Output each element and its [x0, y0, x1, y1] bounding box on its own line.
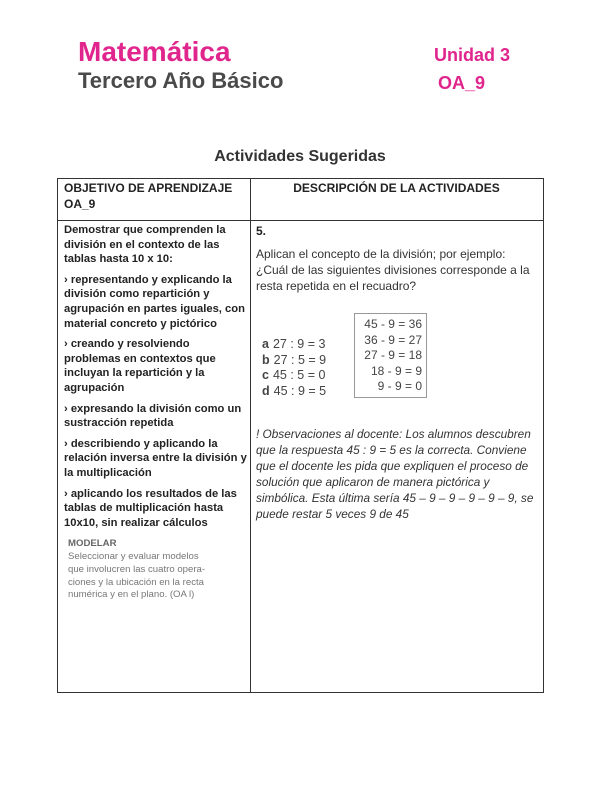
subtraction-line: 9 - 9 = 0 — [377, 379, 422, 393]
section-title: Actividades Sugeridas — [214, 148, 386, 165]
oa-label: OA_9 — [438, 73, 486, 93]
option-a: a 27 : 9 = 3 — [262, 337, 326, 351]
objective-item: › describiendo y aplicando la relación inversa entre la división y la multiplicación — [64, 437, 247, 479]
objective-header: OBJETIVO DE APRENDIZAJE OA_9 — [64, 181, 233, 211]
activity-text: Aplican el concepto de la división; por ejemplo: ¿Cuál de las siguientes divisiones corresponde a la resta repetida en el recuadro? — [256, 247, 530, 293]
modelar-title: MODELAR — [68, 538, 117, 550]
objective-cell — [64, 223, 247, 602]
modelar-line: ciones y la ubicación en la recta — [68, 576, 204, 588]
description-header: DESCRIPCIÓN DE LA ACTIVIDADES — [293, 181, 500, 195]
course-title: Tercero Año Básico — [78, 68, 284, 93]
modelar-line: numérica y en el plano. (OA l) — [68, 589, 195, 601]
teacher-observation: ! Observaciones al docente: Los alumnos descubren que la respuesta 45 : 9 = 5 es la correcta. Conviene que el docente les pida que expliquen el proceso de solución que aplicaron de manera pictórica y simbólica. Esta última sería 45 – 9 – 9 – 9 – 9 – 9, se puede restar 5 veces 9 de 45 — [256, 427, 534, 521]
activities-table — [57, 178, 544, 693]
modelar-box — [68, 538, 247, 602]
objective-item: › creando y resolviendo problemas en contextos que incluyan la repartición y la agrupación — [64, 338, 216, 394]
subject-title: Matemática — [78, 36, 231, 67]
option-c: c 45 : 5 = 0 — [262, 368, 326, 382]
objective-item: › representando y explicando la división como repartición y agrupación en partes iguales, con material concreto y pictórico — [64, 273, 245, 330]
answer-options — [262, 337, 326, 399]
modelar-line: Seleccionar y evaluar modelos — [68, 551, 199, 563]
header-divider — [58, 220, 543, 221]
subtraction-line: 18 - 9 = 9 — [370, 363, 422, 378]
objective-item: › aplicando los resultados de las tablas de multiplicación hasta 10x10, sin realizar cálculos — [64, 487, 237, 529]
objective-intro: Demostrar que comprenden la división en el contexto de las tablas hasta 10 x 10: — [64, 224, 226, 266]
activity-number: 5. — [256, 224, 267, 238]
column-divider — [250, 179, 251, 692]
modelar-line: que involucren las cuatro opera- — [68, 563, 206, 575]
subtraction-line: 36 - 9 = 27 — [364, 332, 422, 347]
subtraction-box — [354, 313, 427, 398]
option-b: b 27 : 5 = 9 — [262, 352, 327, 367]
objective-item: › expresando la división como un sustracción repetida — [64, 402, 242, 430]
unit-label: Unidad 3 — [434, 45, 511, 65]
option-d: d 45 : 9 = 5 — [262, 383, 327, 398]
subtraction-line: 27 - 9 = 18 — [364, 348, 422, 362]
subtraction-line: 45 - 9 = 36 — [364, 317, 422, 331]
